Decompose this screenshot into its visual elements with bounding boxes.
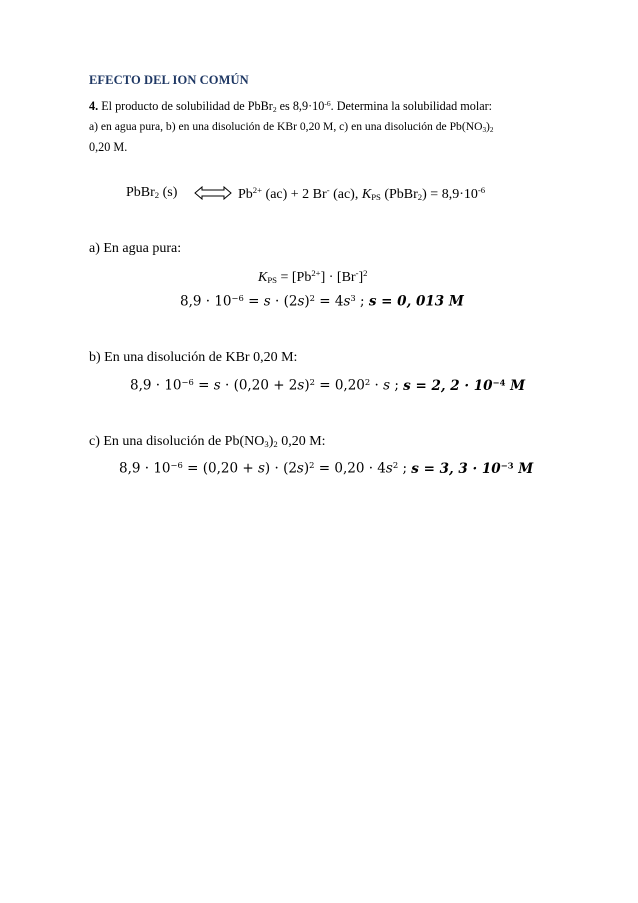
formula-text: (ac) + 2 Br xyxy=(262,186,327,202)
superscript: 3 xyxy=(350,293,356,303)
math-variable: s xyxy=(263,293,271,310)
equilibrium-left xyxy=(126,185,177,201)
subscript: 2 xyxy=(417,191,423,202)
math-variable: s xyxy=(385,460,393,477)
part-b-result xyxy=(403,378,525,394)
superscript: −6 xyxy=(170,460,183,470)
subscript: 3 xyxy=(264,439,269,450)
math-text: · (2 xyxy=(270,293,298,310)
page-title: EFECTO DEL ION COMÚN xyxy=(89,73,249,87)
problem-text: a) en agua pura, b) en una disolución de KBr 0,20 M, c) en una disolución de Pb(NO xyxy=(89,120,483,133)
part-c-heading xyxy=(89,434,326,450)
part-b-heading: b) En una disolución de KBr 0,20 M: xyxy=(89,350,298,365)
superscript: 2 xyxy=(309,377,315,387)
math-text: ) · (2 xyxy=(264,460,297,477)
math-text: = (0,20 + xyxy=(182,460,258,477)
superscript: −3 xyxy=(500,460,514,470)
math-variable: s xyxy=(297,377,305,394)
problem-text: ) xyxy=(486,120,490,133)
superscript: −4 xyxy=(492,377,506,387)
math-variable: s xyxy=(213,377,221,394)
math-text: ) xyxy=(303,460,310,477)
superscript: 2 xyxy=(363,268,368,278)
superscript: -6 xyxy=(324,99,331,108)
problem-text: El producto de solubilidad de PbBr xyxy=(101,99,273,114)
math-text: = 0,20 xyxy=(314,377,365,394)
superscript: −6 xyxy=(181,377,194,387)
formula-text: ] xyxy=(358,269,364,285)
part-c-equation xyxy=(119,460,533,477)
superscript: 2+ xyxy=(311,268,321,278)
superscript: 2 xyxy=(309,460,315,470)
math-text: ) xyxy=(304,377,310,394)
superscript: 2+ xyxy=(252,185,263,195)
math-variable: s xyxy=(383,377,391,394)
math-text: 8,9 · 10 xyxy=(180,293,232,310)
math-text: ; xyxy=(398,460,412,477)
part-b-equation xyxy=(130,377,525,394)
heading-text: c) En una disolución de Pb(NO xyxy=(89,434,265,449)
formula-text: K xyxy=(258,269,268,285)
subscript: PS xyxy=(267,274,277,285)
heading-text: ) xyxy=(268,434,274,449)
math-text: 8,9 · 10 xyxy=(130,377,182,394)
problem-text: . Determina la solubilidad molar: xyxy=(330,99,493,114)
subscript: 3 xyxy=(482,125,487,134)
subscript: 2 xyxy=(154,190,160,201)
math-variable: s xyxy=(343,293,351,310)
math-text: ; xyxy=(355,293,369,310)
superscript: - xyxy=(355,268,359,278)
formula-text: = [Pb xyxy=(277,269,312,285)
subscript: 2 xyxy=(489,125,494,134)
superscript: −6 xyxy=(231,293,244,303)
problem-line-1 xyxy=(89,99,492,114)
part-c-result xyxy=(411,461,533,477)
math-text: = 4 xyxy=(314,293,344,310)
result-text: s = 2, 2 · 10 xyxy=(403,377,493,394)
formula-text: (ac), xyxy=(329,186,362,202)
math-text: = 0,20 · 4 xyxy=(314,460,386,477)
formula-text: (PbBr xyxy=(380,186,418,202)
math-text: = xyxy=(193,377,214,394)
problem-text: es 8,9·10 xyxy=(276,99,325,114)
formula-text: PbBr xyxy=(126,185,155,200)
math-variable: s xyxy=(296,460,304,477)
double-arrow-icon xyxy=(194,186,232,200)
formula-text: (s) xyxy=(159,185,178,200)
formula-text: K xyxy=(361,186,372,202)
subscript: PS xyxy=(371,191,381,202)
result-text: M xyxy=(505,377,526,394)
math-variable: s xyxy=(297,293,305,310)
superscript: - xyxy=(326,185,330,195)
math-text: 8,9 · 10 xyxy=(119,460,171,477)
math-text: · (0,20 + 2 xyxy=(220,377,298,394)
part-a-heading: a) En agua pura: xyxy=(89,241,182,256)
problem-line-2 xyxy=(89,120,494,134)
part-a-result: s = 0, 013 M xyxy=(368,293,464,310)
result-text: s = 3, 3 · 10 xyxy=(411,460,501,477)
formula-text: ] · [Br xyxy=(320,269,356,285)
superscript: 2 xyxy=(309,293,315,303)
subscript: 2 xyxy=(273,439,278,450)
formula-text: ) = 8,9·10 xyxy=(422,186,478,202)
subscript: 2 xyxy=(272,105,277,115)
problem-number: 4. xyxy=(89,99,99,114)
result-text: M xyxy=(513,460,534,477)
part-a-kps-expression xyxy=(258,268,367,286)
math-text: · xyxy=(370,377,384,394)
formula-text: Pb xyxy=(238,186,253,202)
problem-line-3: 0,20 M. xyxy=(89,140,128,154)
math-variable: s xyxy=(257,460,265,477)
math-text: ; xyxy=(390,377,404,394)
superscript: 2 xyxy=(364,377,371,387)
superscript: 2 xyxy=(392,460,399,470)
equilibrium-right xyxy=(238,185,485,203)
superscript: -6 xyxy=(477,185,486,195)
math-text: = xyxy=(243,293,264,310)
heading-text: 0,20 M: xyxy=(277,434,326,449)
math-text: ) xyxy=(304,293,310,310)
part-a-equation xyxy=(180,293,464,310)
